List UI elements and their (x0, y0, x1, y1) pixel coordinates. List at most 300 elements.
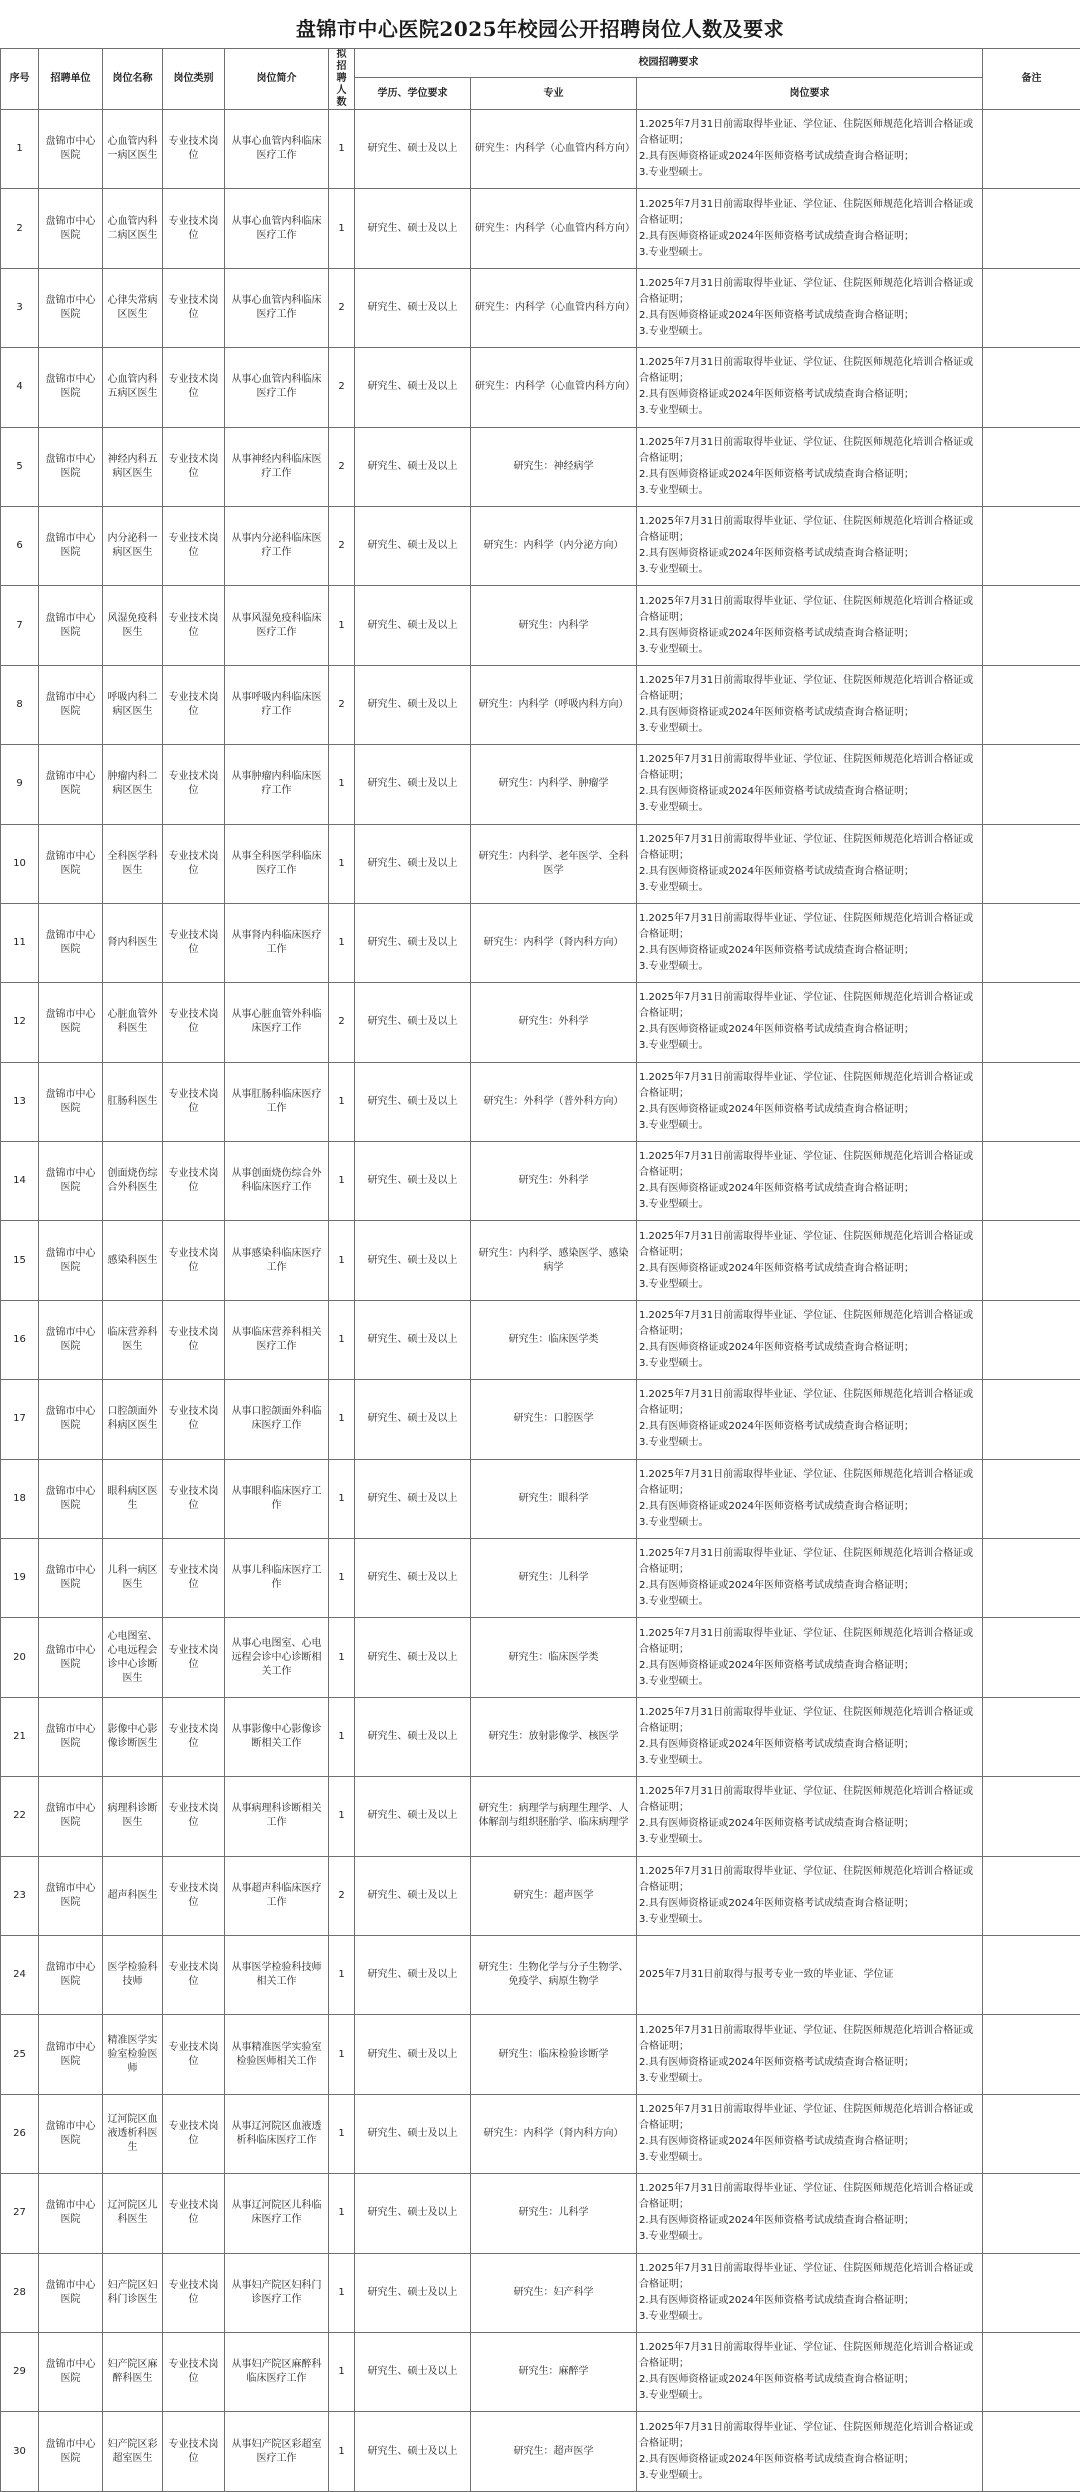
cell-post-requirements (637, 2412, 983, 2491)
table-row (1, 189, 1080, 268)
requirement-line: 3.专业型硕士。 (639, 721, 980, 737)
requirement-line: 1.2025年7月31日前需取得毕业证、学位证、住院医师规范化培训合格证或合格证明； (639, 1229, 980, 1261)
requirement-line: 1.2025年7月31日前需取得毕业证、学位证、住院医师规范化培训合格证或合格证明； (639, 276, 980, 308)
cell-seq: 13 (1, 1062, 39, 1141)
table-row (1, 1142, 1080, 1221)
cell-post-requirements (637, 2253, 983, 2332)
requirement-line: 2.具有医师资格证或2024年医师资格考试成绩查询合格证明； (639, 467, 980, 483)
requirement-line: 2.具有医师资格证或2024年医师资格考试成绩查询合格证明； (639, 864, 980, 880)
table-row (1, 745, 1080, 824)
cell-major: 研究生：麻醉学 (471, 2332, 637, 2411)
cell-major: 研究生：外科学 (471, 983, 637, 1062)
cell-major: 研究生：内科学（心血管内科方向） (471, 110, 637, 189)
cell-seq: 5 (1, 427, 39, 506)
cell-count: 1 (329, 1697, 355, 1776)
cell-count: 1 (329, 1221, 355, 1300)
cell-seq: 24 (1, 1935, 39, 2014)
cell-intro: 从事肾内科临床医疗工作 (225, 903, 329, 982)
cell-seq: 30 (1, 2412, 39, 2491)
cell-note (983, 2412, 1080, 2491)
cell-unit: 盘锦市中心医院 (39, 903, 103, 982)
cell-unit: 盘锦市中心医院 (39, 2015, 103, 2094)
cell-post-requirements (637, 1618, 983, 1697)
cell-category: 专业技术岗位 (163, 2253, 225, 2332)
cell-intro: 从事妇产院区妇科门诊医疗工作 (225, 2253, 329, 2332)
cell-unit: 盘锦市中心医院 (39, 824, 103, 903)
cell-category: 专业技术岗位 (163, 189, 225, 268)
cell-seq: 1 (1, 110, 39, 189)
table-row (1, 2094, 1080, 2173)
cell-count: 1 (329, 1062, 355, 1141)
requirement-line: 3.专业型硕士。 (639, 165, 980, 181)
cell-unit: 盘锦市中心医院 (39, 665, 103, 744)
cell-post: 辽河院区血液透析科医生 (103, 2094, 163, 2173)
cell-major: 研究生：内科学（肾内科方向） (471, 2094, 637, 2173)
requirement-line: 2.具有医师资格证或2024年医师资格考试成绩查询合格证明； (639, 1022, 980, 1038)
cell-post: 内分泌科一病区医生 (103, 506, 163, 585)
requirement-line: 2025年7月31日前取得与报考专业一致的毕业证、学位证 (639, 1967, 980, 1983)
requirement-line: 3.专业型硕士。 (639, 959, 980, 975)
cell-seq: 17 (1, 1380, 39, 1459)
cell-note (983, 506, 1080, 585)
cell-seq: 9 (1, 745, 39, 824)
cell-intro: 从事肛肠科临床医疗工作 (225, 1062, 329, 1141)
cell-intro: 从事神经内科临床医疗工作 (225, 427, 329, 506)
cell-seq: 20 (1, 1618, 39, 1697)
cell-category: 专业技术岗位 (163, 745, 225, 824)
cell-count: 1 (329, 1300, 355, 1379)
cell-note (983, 2332, 1080, 2411)
requirement-line: 2.具有医师资格证或2024年医师资格考试成绩查询合格证明； (639, 2134, 980, 2150)
cell-post-requirements (637, 1300, 983, 1379)
requirement-line: 3.专业型硕士。 (639, 1277, 980, 1293)
cell-count: 2 (329, 348, 355, 427)
cell-intro: 从事心血管内科临床医疗工作 (225, 189, 329, 268)
cell-category: 专业技术岗位 (163, 1142, 225, 1221)
cell-post-requirements (637, 1777, 983, 1856)
cell-post: 心脏血管外科医生 (103, 983, 163, 1062)
cell-education: 研究生、硕士及以上 (355, 1142, 471, 1221)
cell-post-requirements (637, 665, 983, 744)
cell-unit: 盘锦市中心医院 (39, 1221, 103, 1300)
recruitment-table (0, 48, 1080, 2492)
cell-note (983, 2174, 1080, 2253)
table-row (1, 348, 1080, 427)
requirement-line: 1.2025年7月31日前需取得毕业证、学位证、住院医师规范化培训合格证或合格证明； (639, 1705, 980, 1737)
cell-count: 1 (329, 1380, 355, 1459)
cell-seq: 18 (1, 1459, 39, 1538)
cell-unit: 盘锦市中心医院 (39, 745, 103, 824)
cell-major: 研究生：内科学、感染医学、感染病学 (471, 1221, 637, 1300)
header-unit: 招聘单位 (39, 49, 103, 110)
cell-count: 1 (329, 2253, 355, 2332)
requirement-line: 3.专业型硕士。 (639, 245, 980, 261)
cell-intro: 从事心血管内科临床医疗工作 (225, 348, 329, 427)
cell-intro: 从事心电图室、心电远程会诊中心诊断相关工作 (225, 1618, 329, 1697)
cell-seq: 2 (1, 189, 39, 268)
cell-note (983, 427, 1080, 506)
cell-unit: 盘锦市中心医院 (39, 506, 103, 585)
requirement-line: 1.2025年7月31日前需取得毕业证、学位证、住院医师规范化培训合格证或合格证明； (639, 2420, 980, 2452)
cell-post-requirements (637, 1935, 983, 2014)
requirement-line: 3.专业型硕士。 (639, 2468, 980, 2484)
cell-major: 研究生：临床检验诊断学 (471, 2015, 637, 2094)
cell-post: 风湿免疫科医生 (103, 586, 163, 665)
cell-post-requirements (637, 348, 983, 427)
cell-category: 专业技术岗位 (163, 1300, 225, 1379)
cell-count: 1 (329, 2412, 355, 2491)
header-post: 岗位名称 (103, 49, 163, 110)
cell-education: 研究生、硕士及以上 (355, 268, 471, 347)
cell-note (983, 1618, 1080, 1697)
cell-intro: 从事心血管内科临床医疗工作 (225, 110, 329, 189)
requirement-line: 3.专业型硕士。 (639, 642, 980, 658)
cell-note (983, 824, 1080, 903)
cell-seq: 16 (1, 1300, 39, 1379)
cell-category: 专业技术岗位 (163, 1697, 225, 1776)
cell-post: 心血管内科五病区医生 (103, 348, 163, 427)
cell-post: 超声科医生 (103, 1856, 163, 1935)
cell-count: 2 (329, 268, 355, 347)
table-row (1, 1935, 1080, 2014)
cell-intro: 从事感染科临床医疗工作 (225, 1221, 329, 1300)
header-post-requirements: 岗位要求 (637, 78, 983, 110)
cell-unit: 盘锦市中心医院 (39, 1380, 103, 1459)
header-category: 岗位类别 (163, 49, 225, 110)
requirement-line: 1.2025年7月31日前需取得毕业证、学位证、住院医师规范化培训合格证或合格证明； (639, 1308, 980, 1340)
requirement-line: 1.2025年7月31日前需取得毕业证、学位证、住院医师规范化培训合格证或合格证明； (639, 197, 980, 229)
cell-unit: 盘锦市中心医院 (39, 189, 103, 268)
cell-post: 创面烧伤综合外科医生 (103, 1142, 163, 1221)
requirement-line: 2.具有医师资格证或2024年医师资格考试成绩查询合格证明； (639, 1419, 980, 1435)
cell-intro: 从事创面烧伤综合外科临床医疗工作 (225, 1142, 329, 1221)
table-row (1, 983, 1080, 1062)
cell-post-requirements (637, 1062, 983, 1141)
cell-post: 影像中心影像诊断医生 (103, 1697, 163, 1776)
header-intro: 岗位简介 (225, 49, 329, 110)
cell-unit: 盘锦市中心医院 (39, 268, 103, 347)
cell-unit: 盘锦市中心医院 (39, 1459, 103, 1538)
cell-note (983, 1300, 1080, 1379)
table-row (1, 1856, 1080, 1935)
cell-education: 研究生、硕士及以上 (355, 110, 471, 189)
cell-seq: 12 (1, 983, 39, 1062)
requirement-line: 2.具有医师资格证或2024年医师资格考试成绩查询合格证明； (639, 2293, 980, 2309)
cell-post-requirements (637, 824, 983, 903)
requirement-line: 2.具有医师资格证或2024年医师资格考试成绩查询合格证明； (639, 2452, 980, 2468)
cell-count: 1 (329, 2094, 355, 2173)
header-seq: 序号 (1, 49, 39, 110)
cell-count: 1 (329, 189, 355, 268)
cell-post: 心律失常病区医生 (103, 268, 163, 347)
requirement-line: 3.专业型硕士。 (639, 1753, 980, 1769)
cell-unit: 盘锦市中心医院 (39, 1300, 103, 1379)
cell-category: 专业技术岗位 (163, 2412, 225, 2491)
table-row (1, 824, 1080, 903)
requirement-line: 1.2025年7月31日前需取得毕业证、学位证、住院医师规范化培训合格证或合格证明； (639, 2181, 980, 2213)
cell-unit: 盘锦市中心医院 (39, 348, 103, 427)
cell-education: 研究生、硕士及以上 (355, 1935, 471, 2014)
cell-intro: 从事儿科临床医疗工作 (225, 1539, 329, 1618)
cell-post-requirements (637, 1380, 983, 1459)
cell-post-requirements (637, 2332, 983, 2411)
cell-post-requirements (637, 983, 983, 1062)
cell-major: 研究生：儿科学 (471, 2174, 637, 2253)
table-row (1, 1539, 1080, 1618)
requirement-line: 1.2025年7月31日前需取得毕业证、学位证、住院医师规范化培训合格证或合格证明； (639, 435, 980, 467)
cell-major: 研究生：妇产科学 (471, 2253, 637, 2332)
cell-category: 专业技术岗位 (163, 1618, 225, 1697)
requirement-line: 1.2025年7月31日前需取得毕业证、学位证、住院医师规范化培训合格证或合格证明； (639, 1070, 980, 1102)
cell-seq: 15 (1, 1221, 39, 1300)
cell-post: 心血管内科一病区医生 (103, 110, 163, 189)
requirement-line: 2.具有医师资格证或2024年医师资格考试成绩查询合格证明； (639, 1261, 980, 1277)
cell-post-requirements (637, 110, 983, 189)
cell-major: 研究生：临床医学类 (471, 1618, 637, 1697)
cell-post-requirements (637, 427, 983, 506)
cell-unit: 盘锦市中心医院 (39, 2174, 103, 2253)
cell-education: 研究生、硕士及以上 (355, 2253, 471, 2332)
cell-intro: 从事超声科临床医疗工作 (225, 1856, 329, 1935)
cell-post: 心血管内科二病区医生 (103, 189, 163, 268)
cell-count: 1 (329, 2332, 355, 2411)
cell-note (983, 745, 1080, 824)
cell-count: 1 (329, 1459, 355, 1538)
cell-education: 研究生、硕士及以上 (355, 1380, 471, 1459)
cell-note (983, 1539, 1080, 1618)
cell-education: 研究生、硕士及以上 (355, 1539, 471, 1618)
cell-unit: 盘锦市中心医院 (39, 1539, 103, 1618)
cell-major: 研究生：内科学（心血管内科方向） (471, 268, 637, 347)
requirement-line: 1.2025年7月31日前需取得毕业证、学位证、住院医师规范化培训合格证或合格证明； (639, 1864, 980, 1896)
requirement-line: 2.具有医师资格证或2024年医师资格考试成绩查询合格证明； (639, 387, 980, 403)
cell-intro: 从事内分泌科临床医疗工作 (225, 506, 329, 585)
cell-intro: 从事心脏血管外科临床医疗工作 (225, 983, 329, 1062)
cell-note (983, 110, 1080, 189)
requirement-line: 1.2025年7月31日前需取得毕业证、学位证、住院医师规范化培训合格证或合格证明； (639, 2261, 980, 2293)
cell-unit: 盘锦市中心医院 (39, 1697, 103, 1776)
cell-note (983, 903, 1080, 982)
cell-post: 儿科一病区医生 (103, 1539, 163, 1618)
table-row (1, 1380, 1080, 1459)
cell-count: 2 (329, 665, 355, 744)
cell-major: 研究生：内科学、肿瘤学 (471, 745, 637, 824)
header-requirements-group: 校园招聘要求 (355, 49, 983, 78)
requirement-line: 1.2025年7月31日前需取得毕业证、学位证、住院医师规范化培训合格证或合格证明； (639, 514, 980, 546)
cell-note (983, 268, 1080, 347)
requirement-line: 2.具有医师资格证或2024年医师资格考试成绩查询合格证明； (639, 1896, 980, 1912)
cell-major: 研究生：内科学、老年医学、全科医学 (471, 824, 637, 903)
cell-post: 全科医学科医生 (103, 824, 163, 903)
requirement-line: 3.专业型硕士。 (639, 2309, 980, 2325)
cell-education: 研究生、硕士及以上 (355, 665, 471, 744)
cell-category: 专业技术岗位 (163, 1539, 225, 1618)
cell-education: 研究生、硕士及以上 (355, 1856, 471, 1935)
table-row (1, 586, 1080, 665)
cell-post-requirements (637, 1697, 983, 1776)
cell-intro: 从事眼科临床医疗工作 (225, 1459, 329, 1538)
requirement-line: 3.专业型硕士。 (639, 1356, 980, 1372)
requirement-line: 3.专业型硕士。 (639, 1118, 980, 1134)
cell-intro: 从事病理科诊断相关工作 (225, 1777, 329, 1856)
requirement-line: 2.具有医师资格证或2024年医师资格考试成绩查询合格证明； (639, 2372, 980, 2388)
cell-education: 研究生、硕士及以上 (355, 824, 471, 903)
requirement-line: 3.专业型硕士。 (639, 1435, 980, 1451)
cell-major: 研究生：眼科学 (471, 1459, 637, 1538)
cell-count: 2 (329, 983, 355, 1062)
cell-note (983, 1380, 1080, 1459)
cell-category: 专业技术岗位 (163, 2094, 225, 2173)
table-row (1, 1618, 1080, 1697)
cell-major: 研究生：病理学与病理生理学、人体解剖与组织胚胎学、临床病理学 (471, 1777, 637, 1856)
cell-post-requirements (637, 1459, 983, 1538)
requirement-line: 1.2025年7月31日前需取得毕业证、学位证、住院医师规范化培训合格证或合格证明； (639, 1149, 980, 1181)
cell-major: 研究生：内科学（肾内科方向） (471, 903, 637, 982)
cell-intro: 从事影像中心影像诊断相关工作 (225, 1697, 329, 1776)
requirement-line: 1.2025年7月31日前需取得毕业证、学位证、住院医师规范化培训合格证或合格证明； (639, 355, 980, 387)
cell-intro: 从事肿瘤内科临床医疗工作 (225, 745, 329, 824)
cell-education: 研究生、硕士及以上 (355, 903, 471, 982)
cell-note (983, 348, 1080, 427)
cell-count: 1 (329, 1142, 355, 1221)
cell-count: 2 (329, 1856, 355, 1935)
cell-post-requirements (637, 586, 983, 665)
requirement-line: 3.专业型硕士。 (639, 1197, 980, 1213)
cell-education: 研究生、硕士及以上 (355, 1221, 471, 1300)
requirement-line: 2.具有医师资格证或2024年医师资格考试成绩查询合格证明； (639, 149, 980, 165)
cell-seq: 27 (1, 2174, 39, 2253)
cell-major: 研究生：生物化学与分子生物学、免疫学、病原生物学 (471, 1935, 637, 2014)
requirement-line: 3.专业型硕士。 (639, 2388, 980, 2404)
cell-category: 专业技术岗位 (163, 1935, 225, 2014)
cell-category: 专业技术岗位 (163, 1856, 225, 1935)
cell-category: 专业技术岗位 (163, 110, 225, 189)
cell-post: 精准医学实验室检验医师 (103, 2015, 163, 2094)
cell-category: 专业技术岗位 (163, 268, 225, 347)
cell-post: 肿瘤内科二病区医生 (103, 745, 163, 824)
cell-category: 专业技术岗位 (163, 2015, 225, 2094)
requirement-line: 1.2025年7月31日前需取得毕业证、学位证、住院医师规范化培训合格证或合格证明； (639, 1546, 980, 1578)
cell-major: 研究生：超声医学 (471, 2412, 637, 2491)
cell-education: 研究生、硕士及以上 (355, 1300, 471, 1379)
cell-education: 研究生、硕士及以上 (355, 1618, 471, 1697)
cell-education: 研究生、硕士及以上 (355, 2332, 471, 2411)
requirement-line: 1.2025年7月31日前需取得毕业证、学位证、住院医师规范化培训合格证或合格证明； (639, 2023, 980, 2055)
table-row (1, 903, 1080, 982)
requirement-line: 3.专业型硕士。 (639, 562, 980, 578)
cell-unit: 盘锦市中心医院 (39, 983, 103, 1062)
cell-note (983, 2253, 1080, 2332)
table-row (1, 2015, 1080, 2094)
cell-education: 研究生、硕士及以上 (355, 2094, 471, 2173)
cell-major: 研究生：外科学（普外科方向） (471, 1062, 637, 1141)
header-major: 专业 (471, 78, 637, 110)
requirement-line: 3.专业型硕士。 (639, 1038, 980, 1054)
cell-education: 研究生、硕士及以上 (355, 189, 471, 268)
cell-post: 心电图室、心电远程会诊中心诊断医生 (103, 1618, 163, 1697)
table-row (1, 1459, 1080, 1538)
cell-category: 专业技术岗位 (163, 665, 225, 744)
cell-count: 1 (329, 1539, 355, 1618)
cell-intro: 从事医学检验科技师相关工作 (225, 1935, 329, 2014)
cell-unit: 盘锦市中心医院 (39, 2332, 103, 2411)
requirement-line: 1.2025年7月31日前需取得毕业证、学位证、住院医师规范化培训合格证或合格证明； (639, 1626, 980, 1658)
cell-education: 研究生、硕士及以上 (355, 745, 471, 824)
requirement-line: 3.专业型硕士。 (639, 1912, 980, 1928)
cell-count: 1 (329, 2015, 355, 2094)
cell-category: 专业技术岗位 (163, 2174, 225, 2253)
table-row (1, 665, 1080, 744)
cell-major: 研究生：儿科学 (471, 1539, 637, 1618)
cell-category: 专业技术岗位 (163, 824, 225, 903)
table-row (1, 2253, 1080, 2332)
table-row (1, 1062, 1080, 1141)
cell-seq: 4 (1, 348, 39, 427)
cell-post: 妇产院区麻醉科医生 (103, 2332, 163, 2411)
cell-post: 口腔颌面外科病区医生 (103, 1380, 163, 1459)
cell-count: 2 (329, 506, 355, 585)
table-row (1, 1697, 1080, 1776)
requirement-line: 2.具有医师资格证或2024年医师资格考试成绩查询合格证明； (639, 784, 980, 800)
cell-note (983, 2094, 1080, 2173)
cell-post: 妇产院区彩超室医生 (103, 2412, 163, 2491)
cell-intro: 从事辽河院区儿科临床医疗工作 (225, 2174, 329, 2253)
cell-unit: 盘锦市中心医院 (39, 1935, 103, 2014)
cell-note (983, 189, 1080, 268)
cell-intro: 从事妇产院区彩超室医疗工作 (225, 2412, 329, 2491)
cell-note (983, 665, 1080, 744)
cell-major: 研究生：内科学（心血管内科方向） (471, 189, 637, 268)
cell-education: 研究生、硕士及以上 (355, 427, 471, 506)
table-row (1, 1221, 1080, 1300)
cell-post: 辽河院区儿科医生 (103, 2174, 163, 2253)
header-note: 备注 (983, 49, 1080, 110)
table-row (1, 268, 1080, 347)
cell-seq: 22 (1, 1777, 39, 1856)
cell-education: 研究生、硕士及以上 (355, 1062, 471, 1141)
cell-post: 呼吸内科二病区医生 (103, 665, 163, 744)
cell-post-requirements (637, 1539, 983, 1618)
cell-category: 专业技术岗位 (163, 2332, 225, 2411)
cell-intro: 从事风湿免疫科临床医疗工作 (225, 586, 329, 665)
requirement-line: 2.具有医师资格证或2024年医师资格考试成绩查询合格证明； (639, 1499, 980, 1515)
cell-post-requirements (637, 2015, 983, 2094)
cell-post-requirements (637, 268, 983, 347)
cell-seq: 26 (1, 2094, 39, 2173)
cell-education: 研究生、硕士及以上 (355, 506, 471, 585)
cell-unit: 盘锦市中心医院 (39, 1062, 103, 1141)
table-row (1, 2332, 1080, 2411)
cell-note (983, 1459, 1080, 1538)
cell-note (983, 1697, 1080, 1776)
cell-education: 研究生、硕士及以上 (355, 1459, 471, 1538)
requirement-line: 1.2025年7月31日前需取得毕业证、学位证、住院医师规范化培训合格证或合格证明； (639, 117, 980, 149)
cell-seq: 28 (1, 2253, 39, 2332)
table-row (1, 1300, 1080, 1379)
cell-note (983, 1856, 1080, 1935)
cell-count: 1 (329, 586, 355, 665)
cell-note (983, 1142, 1080, 1221)
requirement-line: 3.专业型硕士。 (639, 1832, 980, 1848)
requirement-line: 2.具有医师资格证或2024年医师资格考试成绩查询合格证明； (639, 546, 980, 562)
cell-post-requirements (637, 745, 983, 824)
requirement-line: 2.具有医师资格证或2024年医师资格考试成绩查询合格证明； (639, 1102, 980, 1118)
requirement-line: 1.2025年7月31日前需取得毕业证、学位证、住院医师规范化培训合格证或合格证明； (639, 2102, 980, 2134)
cell-intro: 从事辽河院区血液透析科临床医疗工作 (225, 2094, 329, 2173)
requirement-line: 3.专业型硕士。 (639, 1594, 980, 1610)
cell-major: 研究生：外科学 (471, 1142, 637, 1221)
cell-intro: 从事全科医学科临床医疗工作 (225, 824, 329, 903)
